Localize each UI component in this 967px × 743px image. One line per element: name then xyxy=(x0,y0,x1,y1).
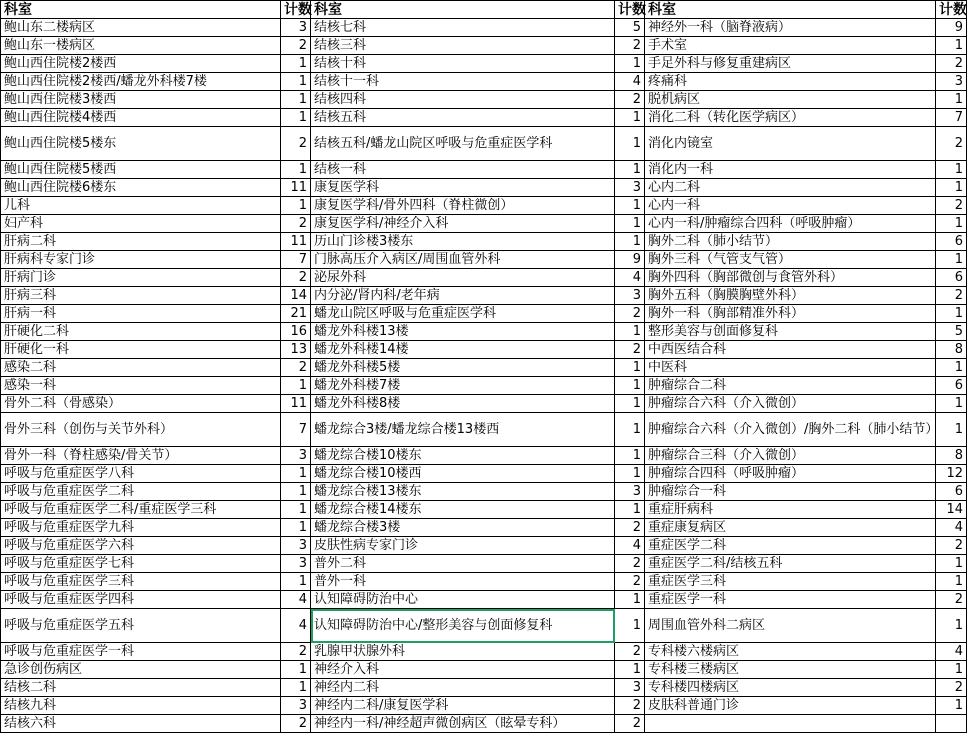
department-cell[interactable]: 神经内二科 xyxy=(311,679,615,697)
count-cell[interactable]: 2 xyxy=(281,359,311,377)
count-cell[interactable]: 1 xyxy=(615,233,645,251)
count-cell[interactable]: 2 xyxy=(936,591,967,609)
department-cell[interactable]: 肿瘤综合二科 xyxy=(645,377,936,395)
count-cell[interactable] xyxy=(936,715,967,733)
count-cell[interactable]: 14 xyxy=(281,287,311,305)
count-cell[interactable]: 1 xyxy=(936,413,967,447)
table-row xyxy=(1,73,967,91)
count-cell[interactable]: 1 xyxy=(936,37,967,55)
department-cell[interactable]: 手术室 xyxy=(645,37,936,55)
table-row xyxy=(1,91,967,109)
count-cell[interactable]: 1 xyxy=(936,305,967,323)
department-cell[interactable]: 蟠龙外科楼5楼 xyxy=(311,359,615,377)
count-cell[interactable]: 1 xyxy=(936,573,967,591)
table-row xyxy=(1,215,967,233)
count-cell[interactable]: 3 xyxy=(936,73,967,91)
department-cell[interactable]: 肿瘤综合四科（呼吸肿瘤） xyxy=(645,465,936,483)
department-cell[interactable]: 重症肝病科 xyxy=(645,501,936,519)
department-cell[interactable]: 呼吸与危重症医学五科 xyxy=(1,609,281,643)
table-row xyxy=(1,679,967,697)
department-cell[interactable]: 心内一科/肿瘤综合四科（呼吸肿瘤） xyxy=(645,215,936,233)
department-cell[interactable]: 蟠龙综合3楼/蟠龙综合楼13楼西 xyxy=(311,413,615,447)
table-row xyxy=(1,519,967,537)
table-row xyxy=(1,179,967,197)
department-cell[interactable]: 疼痛科 xyxy=(645,73,936,91)
department-cell[interactable]: 鲍山西住院楼4楼西 xyxy=(1,109,281,127)
count-cell[interactable]: 9 xyxy=(936,19,967,37)
department-cell[interactable]: 专科楼三楼病区 xyxy=(645,661,936,679)
count-cell[interactable]: 1 xyxy=(615,395,645,413)
count-cell[interactable]: 6 xyxy=(936,483,967,501)
department-cell[interactable]: 胸外三科（气管支气管） xyxy=(645,251,936,269)
department-cell[interactable]: 蟠龙外科楼8楼 xyxy=(311,395,615,413)
count-cell[interactable]: 1 xyxy=(615,215,645,233)
department-cell[interactable]: 中医科 xyxy=(645,359,936,377)
department-cell[interactable]: 专科楼六楼病区 xyxy=(645,643,936,661)
count-cell[interactable]: 1 xyxy=(615,447,645,465)
table-row xyxy=(1,251,967,269)
table-row xyxy=(1,555,967,573)
count-cell[interactable]: 2 xyxy=(615,573,645,591)
department-cell[interactable]: 胸外一科（胸部精准外科） xyxy=(645,305,936,323)
department-cell[interactable]: 呼吸与危重症医学二科 xyxy=(1,483,281,501)
department-cell[interactable]: 胸外五科（胸膜胸壁外科） xyxy=(645,287,936,305)
department-cell[interactable]: 肿瘤综合三科（介入微创） xyxy=(645,447,936,465)
table-row xyxy=(1,109,967,127)
count-cell[interactable]: 6 xyxy=(936,377,967,395)
department-cell[interactable]: 骨外三科（创伤与关节外科） xyxy=(1,413,281,447)
department-cell[interactable]: 蟠龙外科楼14楼 xyxy=(311,341,615,359)
header-department[interactable]: 科室 xyxy=(1,1,281,19)
department-cell[interactable]: 骨外二科（骨感染） xyxy=(1,395,281,413)
header-count[interactable]: 计数 xyxy=(281,1,311,19)
count-cell[interactable]: 1 xyxy=(936,555,967,573)
department-cell[interactable]: 消化内镜室 xyxy=(645,127,936,161)
table-row xyxy=(1,19,967,37)
count-cell[interactable]: 1 xyxy=(936,359,967,377)
count-cell[interactable]: 1 xyxy=(281,91,311,109)
department-cell[interactable]: 脱机病区 xyxy=(645,91,936,109)
department-cell[interactable]: 肿瘤综合一科 xyxy=(645,483,936,501)
department-cell[interactable]: 神经内二科/康复医学科 xyxy=(311,697,615,715)
department-cell[interactable]: 重症医学二科/结核五科 xyxy=(645,555,936,573)
count-cell[interactable]: 5 xyxy=(615,19,645,37)
count-cell[interactable]: 1 xyxy=(615,55,645,73)
count-cell[interactable]: 2 xyxy=(936,197,967,215)
count-cell[interactable]: 2 xyxy=(281,215,311,233)
count-cell[interactable]: 1 xyxy=(936,161,967,179)
department-cell[interactable]: 结核三科 xyxy=(311,37,615,55)
department-cell[interactable]: 重症医学三科 xyxy=(645,573,936,591)
count-cell[interactable]: 3 xyxy=(281,555,311,573)
department-cell[interactable]: 结核五科 xyxy=(311,109,615,127)
count-cell[interactable]: 11 xyxy=(281,395,311,413)
department-cell[interactable]: 感染一科 xyxy=(1,377,281,395)
department-cell[interactable]: 蟠龙综合楼3楼 xyxy=(311,519,615,537)
count-cell[interactable]: 8 xyxy=(936,447,967,465)
count-cell[interactable]: 7 xyxy=(281,251,311,269)
count-cell[interactable]: 3 xyxy=(281,537,311,555)
count-cell[interactable]: 1 xyxy=(281,661,311,679)
table-row xyxy=(1,537,967,555)
count-cell[interactable]: 3 xyxy=(281,19,311,37)
table-row xyxy=(1,269,967,287)
department-cell[interactable]: 鲍山西住院楼3楼西 xyxy=(1,91,281,109)
department-cell[interactable]: 呼吸与危重症医学六科 xyxy=(1,537,281,555)
department-cell[interactable]: 消化内一科 xyxy=(645,161,936,179)
count-cell[interactable]: 1 xyxy=(281,573,311,591)
department-cell[interactable]: 皮肤科普通门诊 xyxy=(645,697,936,715)
department-cell[interactable]: 心内一科 xyxy=(645,197,936,215)
table-row xyxy=(1,697,967,715)
department-cell[interactable]: 泌尿外科 xyxy=(311,269,615,287)
department-cell[interactable]: 肝硬化二科 xyxy=(1,323,281,341)
department-cell[interactable]: 骨外一科（脊柱感染/骨关节） xyxy=(1,447,281,465)
count-cell[interactable]: 1 xyxy=(281,161,311,179)
count-cell[interactable]: 3 xyxy=(281,447,311,465)
count-cell[interactable]: 2 xyxy=(281,127,311,161)
header-count[interactable]: 计数 xyxy=(615,1,645,19)
count-cell[interactable]: 4 xyxy=(615,537,645,555)
department-cell[interactable]: 神经外一科（脑脊液病） xyxy=(645,19,936,37)
count-cell[interactable]: 2 xyxy=(281,643,311,661)
count-cell[interactable]: 1 xyxy=(936,395,967,413)
count-cell[interactable]: 1 xyxy=(615,501,645,519)
count-cell[interactable]: 2 xyxy=(615,643,645,661)
count-cell[interactable]: 4 xyxy=(936,643,967,661)
count-cell[interactable]: 1 xyxy=(615,197,645,215)
count-cell[interactable]: 1 xyxy=(615,661,645,679)
count-cell[interactable]: 1 xyxy=(281,73,311,91)
department-cell[interactable]: 蟠龙综合楼10楼东 xyxy=(311,447,615,465)
department-cell[interactable]: 鲍山东二楼病区 xyxy=(1,19,281,37)
count-cell[interactable]: 1 xyxy=(615,323,645,341)
count-cell[interactable]: 1 xyxy=(281,465,311,483)
count-cell[interactable]: 1 xyxy=(936,661,967,679)
department-cell[interactable]: 重症康复病区 xyxy=(645,519,936,537)
department-cell[interactable]: 结核五科/蟠龙山院区呼吸与危重症医学科 xyxy=(311,127,615,161)
department-cell[interactable]: 蟠龙综合楼13楼东 xyxy=(311,483,615,501)
count-cell[interactable]: 2 xyxy=(281,37,311,55)
table-row xyxy=(1,305,967,323)
count-cell[interactable]: 2 xyxy=(615,341,645,359)
department-cell[interactable]: 内分泌/肾内科/老年病 xyxy=(311,287,615,305)
department-cell[interactable]: 结核六科 xyxy=(1,715,281,733)
count-cell[interactable]: 1 xyxy=(936,179,967,197)
count-cell[interactable]: 7 xyxy=(281,413,311,447)
department-cell[interactable]: 手足外科与修复重建病区 xyxy=(645,55,936,73)
count-cell[interactable]: 1 xyxy=(281,377,311,395)
count-cell[interactable]: 16 xyxy=(281,323,311,341)
count-cell[interactable]: 2 xyxy=(936,127,967,161)
department-cell[interactable] xyxy=(645,715,936,733)
department-cell[interactable]: 结核七科 xyxy=(311,19,615,37)
department-cell[interactable]: 认知障碍防治中心/整形美容与创面修复科 xyxy=(311,609,615,643)
count-cell[interactable]: 1 xyxy=(936,215,967,233)
table-row xyxy=(1,447,967,465)
table-row xyxy=(1,287,967,305)
department-cell[interactable]: 肿瘤综合六科（介入微创）/胸外二科（肺小结节） xyxy=(645,413,936,447)
department-cell[interactable]: 康复医学科/骨外四科（脊柱微创） xyxy=(311,197,615,215)
count-cell[interactable]: 1 xyxy=(615,591,645,609)
table-row xyxy=(1,161,967,179)
count-cell[interactable]: 1 xyxy=(615,161,645,179)
table-row xyxy=(1,501,967,519)
count-cell[interactable]: 3 xyxy=(615,679,645,697)
count-cell[interactable]: 4 xyxy=(615,269,645,287)
department-cell[interactable]: 儿科 xyxy=(1,197,281,215)
count-cell[interactable]: 4 xyxy=(615,73,645,91)
table-row xyxy=(1,359,967,377)
department-cell[interactable]: 急诊创伤病区 xyxy=(1,661,281,679)
table-row xyxy=(1,661,967,679)
count-cell[interactable]: 1 xyxy=(615,359,645,377)
count-cell[interactable]: 1 xyxy=(281,109,311,127)
department-cell[interactable]: 胸外二科（肺小结节） xyxy=(645,233,936,251)
count-cell[interactable]: 1 xyxy=(281,55,311,73)
department-cell[interactable]: 蟠龙山院区呼吸与危重症医学科 xyxy=(311,305,615,323)
department-cell[interactable]: 消化二科（转化医学病区） xyxy=(645,109,936,127)
header-count[interactable]: 计数 xyxy=(936,1,967,19)
department-cell[interactable]: 肝病科专家门诊 xyxy=(1,251,281,269)
count-cell[interactable]: 9 xyxy=(615,251,645,269)
count-cell[interactable]: 1 xyxy=(281,197,311,215)
count-cell[interactable]: 2 xyxy=(936,287,967,305)
table-row xyxy=(1,573,967,591)
count-cell[interactable]: 3 xyxy=(615,287,645,305)
table-row xyxy=(1,377,967,395)
department-cell[interactable]: 呼吸与危重症医学七科 xyxy=(1,555,281,573)
count-cell[interactable]: 1 xyxy=(936,251,967,269)
department-cell[interactable]: 肝病门诊 xyxy=(1,269,281,287)
department-cell[interactable]: 结核一科 xyxy=(311,161,615,179)
department-cell[interactable]: 心内二科 xyxy=(645,179,936,197)
department-cell[interactable]: 重症医学一科 xyxy=(645,591,936,609)
department-cell[interactable]: 鲍山西住院楼5楼东 xyxy=(1,127,281,161)
department-cell[interactable]: 肝硬化一科 xyxy=(1,341,281,359)
department-cell[interactable]: 中西医结合科 xyxy=(645,341,936,359)
count-cell[interactable]: 2 xyxy=(615,715,645,733)
department-cell[interactable]: 普外一科 xyxy=(311,573,615,591)
count-cell[interactable]: 1 xyxy=(936,697,967,715)
department-cell[interactable]: 呼吸与危重症医学三科 xyxy=(1,573,281,591)
count-cell[interactable]: 6 xyxy=(936,269,967,287)
department-cell[interactable]: 蟠龙综合楼10楼西 xyxy=(311,465,615,483)
table-row xyxy=(1,591,967,609)
count-cell[interactable]: 1 xyxy=(615,109,645,127)
count-cell[interactable]: 2 xyxy=(936,55,967,73)
header-department[interactable]: 科室 xyxy=(311,1,615,19)
table-row xyxy=(1,197,967,215)
count-cell[interactable]: 2 xyxy=(281,715,311,733)
table-row xyxy=(1,715,967,733)
count-cell[interactable]: 14 xyxy=(936,501,967,519)
count-cell[interactable]: 4 xyxy=(936,519,967,537)
department-cell[interactable]: 呼吸与危重症医学四科 xyxy=(1,591,281,609)
count-cell[interactable]: 3 xyxy=(615,483,645,501)
count-cell[interactable]: 2 xyxy=(615,519,645,537)
count-cell[interactable]: 1 xyxy=(615,413,645,447)
count-cell[interactable]: 3 xyxy=(281,697,311,715)
count-cell[interactable]: 11 xyxy=(281,233,311,251)
department-cell[interactable]: 肝病一科 xyxy=(1,305,281,323)
header-row xyxy=(1,1,967,19)
table-row xyxy=(1,341,967,359)
table-row xyxy=(1,483,967,501)
count-cell[interactable]: 21 xyxy=(281,305,311,323)
table-row xyxy=(1,413,967,447)
department-cell[interactable]: 鲍山东一楼病区 xyxy=(1,37,281,55)
department-cell[interactable]: 妇产科 xyxy=(1,215,281,233)
table-row xyxy=(1,395,967,413)
count-cell[interactable]: 2 xyxy=(936,679,967,697)
table-row xyxy=(1,465,967,483)
count-cell[interactable]: 1 xyxy=(281,483,311,501)
department-cell[interactable]: 结核四科 xyxy=(311,91,615,109)
count-cell[interactable]: 4 xyxy=(281,609,311,643)
department-cell[interactable]: 呼吸与危重症医学二科/重症医学三科 xyxy=(1,501,281,519)
count-cell[interactable]: 11 xyxy=(281,179,311,197)
count-cell[interactable]: 13 xyxy=(281,341,311,359)
department-cell[interactable]: 周围血管外科二病区 xyxy=(645,609,936,643)
department-cell[interactable]: 皮肤性病专家门诊 xyxy=(311,537,615,555)
count-cell[interactable]: 2 xyxy=(615,555,645,573)
count-cell[interactable]: 1 xyxy=(936,609,967,643)
department-cell[interactable]: 呼吸与危重症医学九科 xyxy=(1,519,281,537)
department-cell[interactable]: 呼吸与危重症医学一科 xyxy=(1,643,281,661)
count-cell[interactable]: 5 xyxy=(936,323,967,341)
department-cell[interactable]: 普外二科 xyxy=(311,555,615,573)
count-cell[interactable]: 2 xyxy=(281,269,311,287)
count-cell[interactable]: 12 xyxy=(936,465,967,483)
department-cell[interactable]: 肝病三科 xyxy=(1,287,281,305)
count-cell[interactable]: 2 xyxy=(615,305,645,323)
department-cell[interactable]: 结核十科 xyxy=(311,55,615,73)
count-cell[interactable]: 4 xyxy=(281,591,311,609)
department-cell[interactable]: 肝病二科 xyxy=(1,233,281,251)
department-cell[interactable]: 认知障碍防治中心 xyxy=(311,591,615,609)
table-row xyxy=(1,643,967,661)
department-cell[interactable]: 重症医学二科 xyxy=(645,537,936,555)
count-cell[interactable]: 1 xyxy=(615,127,645,161)
table-row xyxy=(1,37,967,55)
table-row xyxy=(1,323,967,341)
department-cell[interactable]: 结核二科 xyxy=(1,679,281,697)
header-department[interactable]: 科室 xyxy=(645,1,936,19)
department-cell[interactable]: 鲍山西住院楼2楼西/蟠龙外科楼7楼 xyxy=(1,73,281,91)
department-cell[interactable]: 鲍山西住院楼6楼东 xyxy=(1,179,281,197)
table-row xyxy=(1,609,967,643)
department-cell[interactable]: 乳腺甲状腺外科 xyxy=(311,643,615,661)
department-cell[interactable]: 神经介入科 xyxy=(311,661,615,679)
department-cell[interactable]: 呼吸与危重症医学八科 xyxy=(1,465,281,483)
count-cell[interactable]: 3 xyxy=(615,179,645,197)
table-row xyxy=(1,233,967,251)
department-cell[interactable]: 整形美容与创面修复科 xyxy=(645,323,936,341)
count-cell[interactable]: 2 xyxy=(936,537,967,555)
department-cell[interactable]: 鲍山西住院楼2楼西 xyxy=(1,55,281,73)
count-cell[interactable]: 1 xyxy=(615,465,645,483)
count-cell[interactable]: 1 xyxy=(281,679,311,697)
table-row xyxy=(1,127,967,161)
department-cell[interactable]: 鲍山西住院楼5楼西 xyxy=(1,161,281,179)
department-cell[interactable]: 蟠龙外科楼7楼 xyxy=(311,377,615,395)
count-cell[interactable]: 1 xyxy=(936,91,967,109)
count-cell[interactable]: 1 xyxy=(615,377,645,395)
department-cell[interactable]: 肿瘤综合六科（介入微创） xyxy=(645,395,936,413)
department-cell[interactable]: 结核十一科 xyxy=(311,73,615,91)
count-cell[interactable]: 2 xyxy=(615,697,645,715)
department-cell[interactable]: 蟠龙综合楼14楼东 xyxy=(311,501,615,519)
count-cell[interactable]: 1 xyxy=(281,501,311,519)
count-cell[interactable]: 6 xyxy=(936,233,967,251)
department-cell[interactable]: 专科楼四楼病区 xyxy=(645,679,936,697)
department-cell[interactable]: 胸外四科（胸部微创与食管外科） xyxy=(645,269,936,287)
count-cell[interactable]: 2 xyxy=(615,37,645,55)
department-cell[interactable]: 门脉高压介入病区/周围血管外科 xyxy=(311,251,615,269)
department-cell[interactable]: 康复医学科 xyxy=(311,179,615,197)
department-cell[interactable]: 蟠龙外科楼13楼 xyxy=(311,323,615,341)
department-cell[interactable]: 感染二科 xyxy=(1,359,281,377)
table-row xyxy=(1,55,967,73)
count-cell[interactable]: 1 xyxy=(615,609,645,643)
department-cell[interactable]: 康复医学科/神经介入科 xyxy=(311,215,615,233)
count-cell[interactable]: 1 xyxy=(281,519,311,537)
department-cell[interactable]: 结核九科 xyxy=(1,697,281,715)
department-cell[interactable]: 神经内一科/神经超声微创病区（眩晕专科） xyxy=(311,715,615,733)
count-cell[interactable]: 7 xyxy=(936,109,967,127)
department-cell[interactable]: 历山门诊楼3楼东 xyxy=(311,233,615,251)
count-cell[interactable]: 8 xyxy=(936,341,967,359)
count-cell[interactable]: 2 xyxy=(615,91,645,109)
